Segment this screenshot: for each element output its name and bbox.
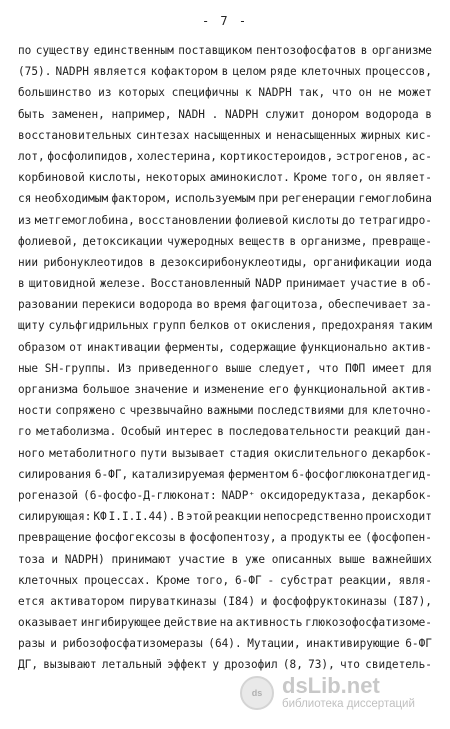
page-number: - 7 - [201, 14, 249, 28]
text-line: тоза и NADPH) принимают участие в уже описанных выше важнейших [18, 552, 432, 566]
text-line: рогеназой (6-фосфо-Д-глюконат: NADP⁺ оксидоредуктаза, декарбок- [18, 488, 432, 502]
text-line: (75). NADPH является кофактором в целом ряде клеточных процессов, [18, 65, 432, 79]
text-line: ся необходимым фактором, используемым при регенерации гемоглобина [18, 192, 432, 206]
text-line: восстановительных синтезах насыщенных и ненасыщенных жирных кис- [18, 128, 432, 142]
text-line: лот, фосфолипидов, холестерина, кортикостероидов, эстрогенов, ас- [18, 149, 432, 163]
watermark [240, 671, 440, 715]
text-line: в щитовидной железе. Восстановленный NADP принимает участие в об- [18, 277, 432, 291]
text-line: ДГ, вызывают летальный эффект у дрозофил (8, 73), что свидетель- [18, 658, 432, 672]
text-line: ности сопряжено с чрезвычайно важными последствиями для клеточно- [18, 404, 432, 418]
text-line: силирования 6-ФГ, катализируемая ферментом 6-фосфоглюконатдегид- [18, 467, 432, 481]
text-line: быть заменен, например, NADH . NADPH служит донором водорода в [18, 107, 432, 121]
text-line: образом от инактивации ферменты, содержащие функционально актив- [18, 340, 432, 354]
watermark-logo-text: dsLib.net [282, 673, 380, 698]
text-line: ные SH-группы. Из приведенного выше следует, что ПФП имеет для [18, 361, 432, 375]
watermark-logo-icon: ds [240, 676, 274, 710]
text-line: фолиевой, детоксикации чужеродных веществ в организме, превраще- [18, 234, 432, 248]
text-line: щиту сульфгидрильных групп белков от окисления, предохраняя таким [18, 319, 432, 333]
text-line: силирующая: КФ I.I.I.44). В этой реакции непосредственно происходит [18, 510, 432, 524]
text-line: разы и рибозофосфатизомеразы (64). Мутации, инактивирующие 6-ФГ [18, 637, 432, 651]
text-line: го метаболизма. Особый интерес в последовательности реакций дан- [18, 425, 432, 439]
text-line: из метгемоглобина, восстановлении фолиевой кислоты до тетрагидро- [18, 213, 432, 227]
watermark-subtitle: библиотека диссертаций [282, 698, 415, 710]
text-line: корбиновой кислоты, некоторых аминокислот. Кроме того, он являет- [18, 171, 432, 185]
text-line: оказывает ингибирующее действие на активность глюкозофосфатизоме- [18, 616, 432, 630]
text-line: клеточных процессах. Кроме того, 6-ФГ - субстрат реакции, явля- [18, 573, 432, 587]
body-text [18, 40, 432, 676]
text-line: организма большое значение и изменение его функциональной актив- [18, 383, 432, 396]
text-line: большинство из которых специфичны к NADPH так, что он не может [18, 86, 432, 100]
text-line: ется активатором пируваткиназы (I84) и фосфофруктокиназы (I87), [18, 594, 432, 608]
text-line: превращение фосфогексозы в фосфопентозу, а продукты ее (фосфопен- [18, 531, 432, 545]
text-line: нии рибонуклеотидов в дезоксирибонуклеотиды, органификации иода [18, 255, 432, 269]
text-line: разовании перекиси водорода во время фагоцитоза, обеспечивает за- [18, 298, 432, 312]
text-line: ного метаболитного пути вызывает стадия окислительного декарбок- [18, 446, 432, 460]
text-line: по существу единственным поставщиком пентозофосфатов в организме [18, 44, 432, 57]
